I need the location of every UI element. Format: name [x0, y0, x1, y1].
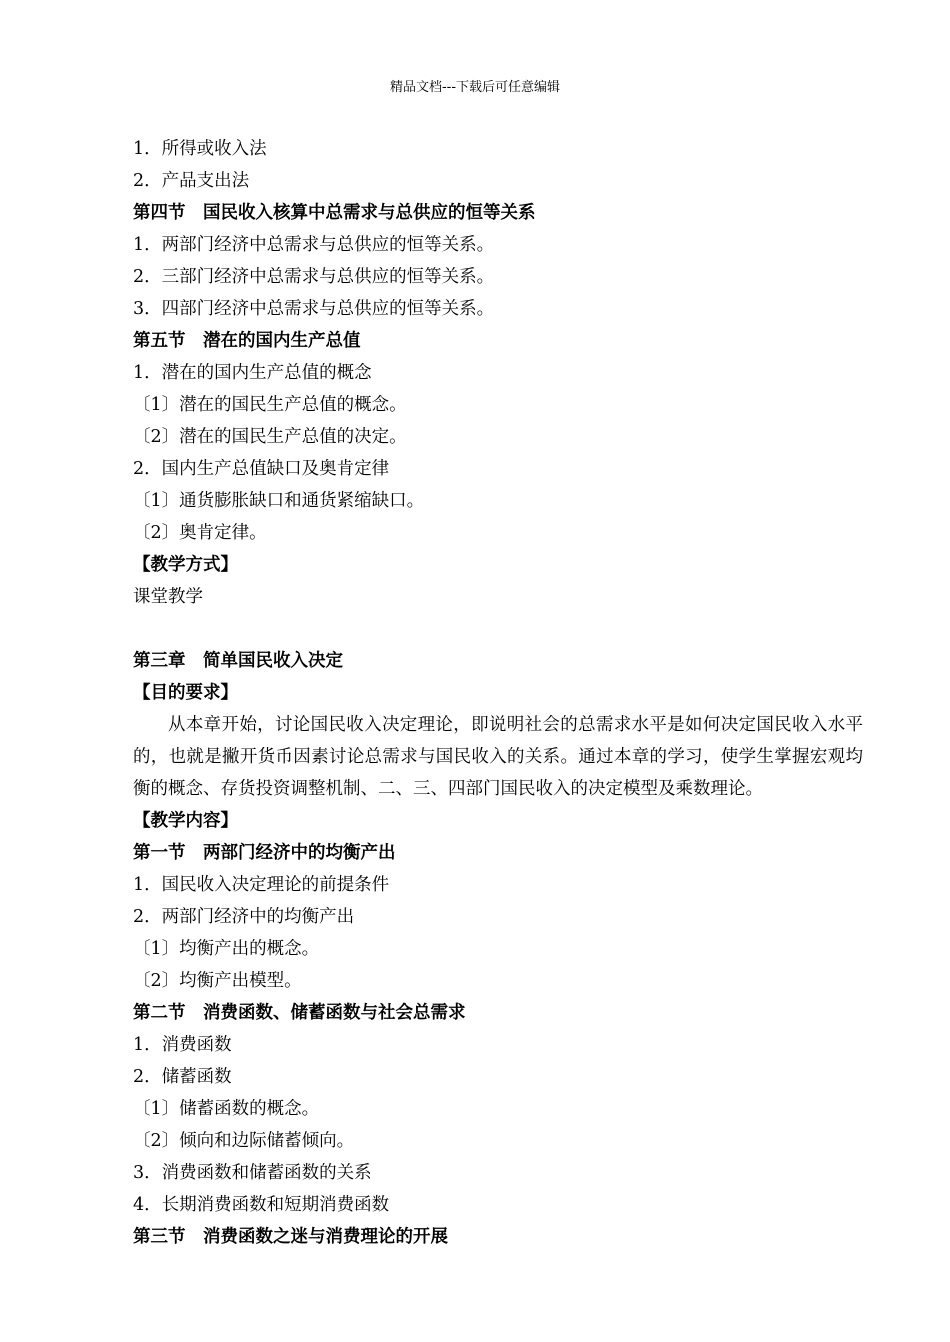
list-item: 1．两部门经济中总需求与总供应的恒等关系。 [133, 235, 495, 255]
list-item: 1．潜在的国内生产总值的概念 [133, 363, 372, 383]
list-item: 3．四部门经济中总需求与总供应的恒等关系。 [133, 299, 495, 319]
list-item: 〔2〕潜在的国民生产总值的决定。 [133, 427, 407, 447]
list-item: 2．两部门经济中的均衡产出 [133, 907, 355, 927]
list-item: 1．消费函数 [133, 1035, 232, 1055]
teaching-method-heading: 【教学方式】 [133, 555, 238, 575]
section-heading: 第二节 消费函数、储蓄函数与社会总需求 [133, 1003, 466, 1023]
section-heading: 第四节 国民收入核算中总需求与总供应的恒等关系 [133, 203, 536, 223]
list-item: 1．国民收入决定理论的前提条件 [133, 875, 390, 895]
section-heading: 第三节 消费函数之迷与消费理论的开展 [133, 1227, 448, 1247]
list-item: 〔2〕奥肯定律。 [133, 523, 267, 543]
goal-paragraph: 从本章开始，讨论国民收入决定理论，即说明社会的总需求水平是如何决定国民收入水平的，也就是撇开货币因素讨论总需求与国民收入的关系。通过本章的学习，使学生掌握宏观均衡的概念、存货投资调整机制、二、三、四部门国民收入的决定模型及乘数理论。 [133, 715, 863, 799]
teaching-method-text: 课堂教学 [133, 587, 203, 607]
list-item: 2．国内生产总值缺口及奥肯定律 [133, 459, 390, 479]
list-item: 〔1〕通货膨胀缺口和通货紧缩缺口。 [133, 491, 425, 511]
list-item: 2．三部门经济中总需求与总供应的恒等关系。 [133, 267, 495, 287]
goal-heading: 【目的要求】 [133, 683, 238, 703]
list-item: 〔1〕潜在的国民生产总值的概念。 [133, 395, 407, 415]
list-item: 2．储蓄函数 [133, 1067, 232, 1087]
list-item: 〔1〕储蓄函数的概念。 [133, 1099, 320, 1119]
list-item: 3．消费函数和储蓄函数的关系 [133, 1163, 372, 1183]
list-item: 1．所得或收入法 [133, 139, 267, 159]
document-body [133, 133, 863, 1253]
chapter-title: 第三章 简单国民收入决定 [133, 651, 343, 671]
list-item: 〔1〕均衡产出的概念。 [133, 939, 320, 959]
section-heading: 第五节 潜在的国内生产总值 [133, 331, 361, 351]
content-heading: 【教学内容】 [133, 811, 238, 831]
list-item: 〔2〕均衡产出模型。 [133, 971, 302, 991]
section-heading: 第一节 两部门经济中的均衡产出 [133, 843, 396, 863]
blank-line [133, 613, 863, 645]
list-item: 4．长期消费函数和短期消费函数 [133, 1195, 390, 1215]
list-item: 2．产品支出法 [133, 171, 250, 191]
list-item: 〔2〕倾向和边际储蓄倾向。 [133, 1131, 355, 1151]
page-header: 精品文档---下载后可任意编辑 [389, 80, 561, 95]
